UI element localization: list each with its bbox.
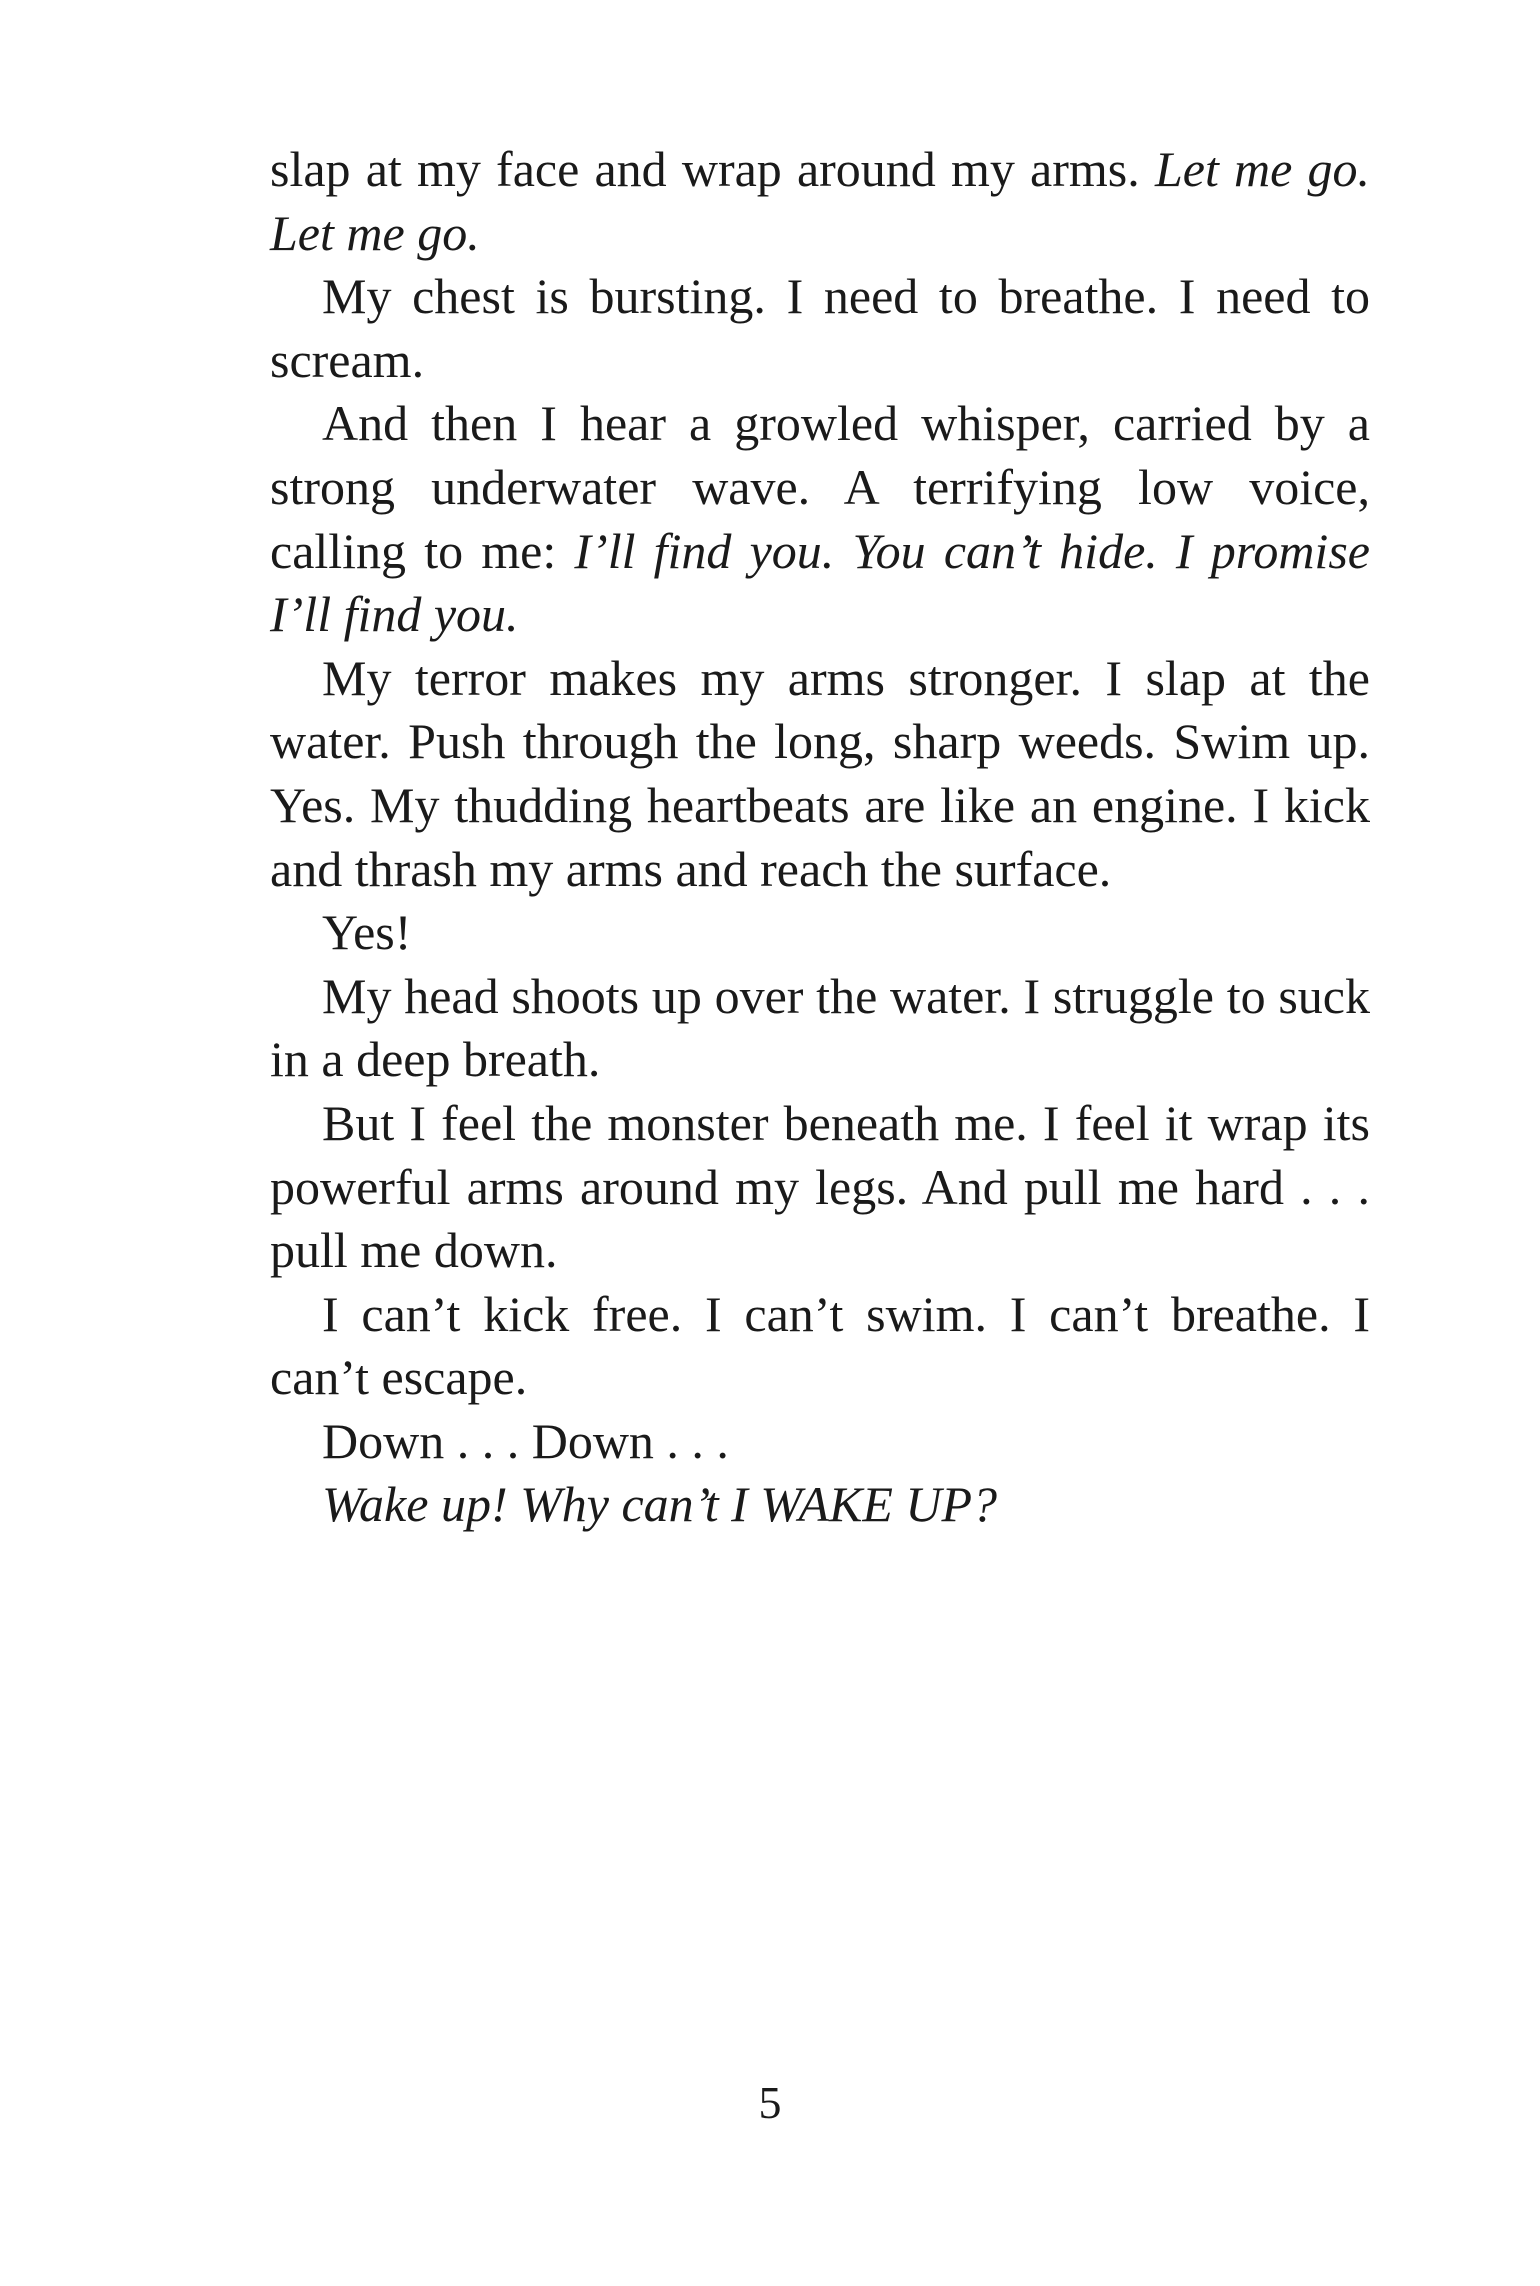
text-run: But I feel the monster beneath me. I feel it wrap its powerful arms around my legs. And pull me hard . . . pull me down. [270,1094,1370,1279]
text-run: I can’t kick free. I can’t swim. I can’t breathe. I can’t escape. [270,1285,1370,1406]
paragraph [270,138,1370,265]
text-run: And then I hear a growled whisper, carried by a strong underwater wave. A terrifying low voice, calling to me: [270,395,1370,579]
paragraph [270,1473,1370,1537]
text-run: slap at my face and wrap around my arms. [270,141,1155,197]
page-number: 5 [758,2077,782,2128]
paragraph [270,901,1370,965]
italic-text-run: Wake up! Why can’t I WAKE UP? [322,1476,998,1533]
text-run: Down . . . Down . . . [322,1412,729,1469]
paragraph [270,392,1370,646]
paragraph [270,647,1370,901]
text-run: My terror makes my arms stronger. I slap at the water. Push through the long, sharp weeds. Swim up. Yes. My thudding heartbeats are like an engine. I kick and thrash my arms and reach the surface. [270,649,1370,897]
text-run: My head shoots up over the water. I struggle to suck in a deep breath. [270,967,1370,1088]
italic-text-run: I’ll find you. You can’t hide. I promise I’ll find you. [270,522,1370,643]
italic-text-run: Let me go. Let me go. [270,141,1370,261]
body-text [270,138,1370,1537]
paragraph [270,1092,1370,1283]
paragraph [270,265,1370,392]
text-run: My chest is bursting. I need to breathe. I need to scream. [270,268,1370,388]
paragraph [270,1410,1370,1474]
paragraph [270,965,1370,1092]
text-run: Yes! [322,904,412,961]
paragraph [270,1283,1370,1410]
